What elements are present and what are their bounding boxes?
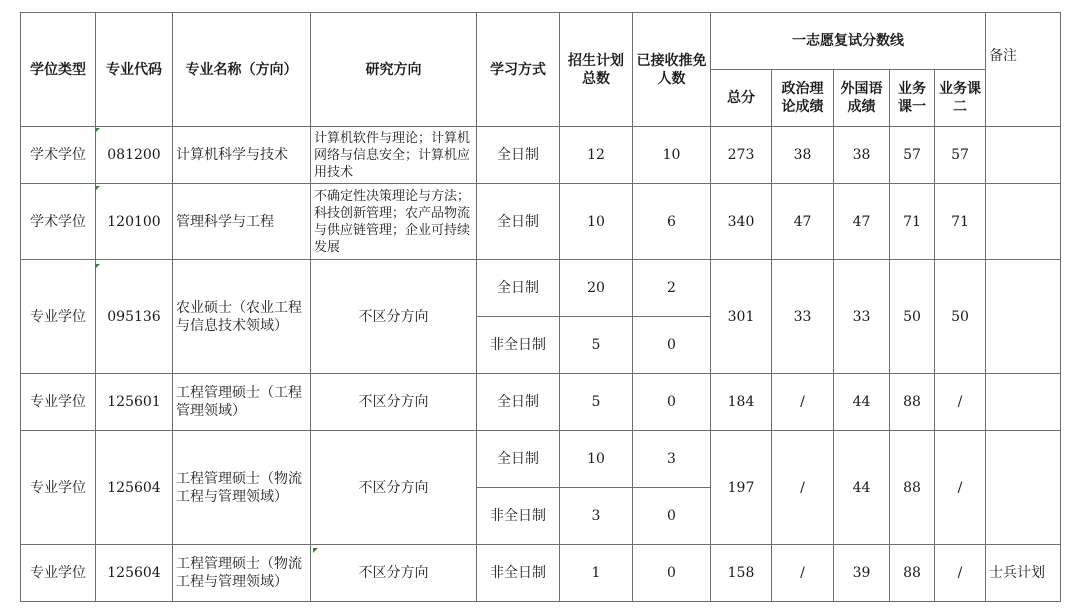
header-major-name: 专业名称（方向） (173, 13, 311, 127)
study-mode-cell: 非全日制 (477, 488, 560, 545)
major-name-cell: 管理科学与工程 (173, 184, 311, 260)
enroll-plan-cell: 5 (560, 374, 633, 431)
foreign-language-score-cell: 33 (834, 260, 890, 374)
exempt-admitted-cell: 10 (633, 127, 711, 184)
total-score-cell: 301 (711, 260, 772, 374)
header-remark: 备注 (986, 13, 1061, 127)
header-study-mode: 学习方式 (477, 13, 560, 127)
table-row (21, 431, 1061, 488)
exempt-admitted-cell: 0 (633, 545, 711, 602)
header-degree-type: 学位类型 (21, 13, 96, 127)
study-mode-cell: 非全日制 (477, 545, 560, 602)
course-two-score-cell: / (935, 431, 986, 545)
remark-cell (986, 184, 1061, 260)
exempt-admitted-cell: 6 (633, 184, 711, 260)
remark-cell (986, 260, 1061, 374)
major-name-cell: 农业硕士（农业工程与信息技术领域） (173, 260, 311, 374)
major-code-cell: 120100 (96, 184, 173, 260)
research-direction-cell: 计算机软件与理论；计算机网络与信息安全；计算机应用技术 (311, 127, 477, 184)
header-total: 总分 (711, 70, 772, 127)
course-one-score-cell: 88 (890, 431, 935, 545)
politics-score-cell: 47 (772, 184, 834, 260)
study-mode-cell: 非全日制 (477, 317, 560, 374)
foreign-language-score-cell: 47 (834, 184, 890, 260)
major-code-cell: 125604 (96, 545, 173, 602)
cell-marker-icon (95, 128, 100, 133)
header-research-direction: 研究方向 (311, 13, 477, 127)
header-row-1 (21, 13, 1061, 70)
header-foreign-language: 外国语成绩 (834, 70, 890, 127)
major-name-cell: 工程管理硕士（物流工程与管理领域） (173, 431, 311, 545)
table-row (21, 545, 1061, 602)
header-score-line-group: 一志愿复试分数线 (711, 13, 986, 70)
course-one-score-cell: 71 (890, 184, 935, 260)
total-score-cell: 184 (711, 374, 772, 431)
cell-marker-icon (95, 186, 100, 191)
research-direction-cell: 不区分方向 (311, 545, 477, 602)
course-one-score-cell: 88 (890, 545, 935, 602)
politics-score-cell: / (772, 431, 834, 545)
research-direction-cell: 不区分方向 (311, 260, 477, 374)
header-politics: 政治理论成绩 (772, 70, 834, 127)
course-one-score-cell: 50 (890, 260, 935, 374)
major-code-cell: 125604 (96, 431, 173, 545)
enroll-plan-cell: 10 (560, 431, 633, 488)
header-course-one: 业务课一 (890, 70, 935, 127)
degree-type-cell: 专业学位 (21, 260, 96, 374)
enroll-plan-cell: 10 (560, 184, 633, 260)
header-course-two: 业务课二 (935, 70, 986, 127)
cell-marker-icon (95, 264, 100, 269)
table-row (21, 374, 1061, 431)
exempt-admitted-cell: 2 (633, 260, 711, 317)
course-one-score-cell: 57 (890, 127, 935, 184)
header-major-code: 专业代码 (96, 13, 173, 127)
major-code-cell: 125601 (96, 374, 173, 431)
politics-score-cell: / (772, 374, 834, 431)
remark-cell: 士兵计划 (986, 545, 1061, 602)
enroll-plan-cell: 1 (560, 545, 633, 602)
politics-score-cell: 38 (772, 127, 834, 184)
study-mode-cell: 全日制 (477, 431, 560, 488)
major-name-cell: 工程管理硕士（物流工程与管理领域） (173, 545, 311, 602)
foreign-language-score-cell: 39 (834, 545, 890, 602)
total-score-cell: 273 (711, 127, 772, 184)
enroll-plan-cell: 3 (560, 488, 633, 545)
total-score-cell: 197 (711, 431, 772, 545)
table-row (21, 184, 1061, 260)
table-row (21, 127, 1061, 184)
exempt-admitted-cell: 0 (633, 488, 711, 545)
enroll-plan-cell: 5 (560, 317, 633, 374)
degree-type-cell: 专业学位 (21, 431, 96, 545)
course-two-score-cell: 71 (935, 184, 986, 260)
foreign-language-score-cell: 38 (834, 127, 890, 184)
exempt-admitted-cell: 0 (633, 317, 711, 374)
degree-type-cell: 专业学位 (21, 374, 96, 431)
course-two-score-cell: / (935, 545, 986, 602)
study-mode-cell: 全日制 (477, 127, 560, 184)
remark-cell (986, 431, 1061, 545)
course-two-score-cell: 50 (935, 260, 986, 374)
research-direction-cell: 不区分方向 (311, 374, 477, 431)
enroll-plan-cell: 12 (560, 127, 633, 184)
major-name-cell: 工程管理硕士（工程管理领域） (173, 374, 311, 431)
degree-type-cell: 学术学位 (21, 127, 96, 184)
study-mode-cell: 全日制 (477, 260, 560, 317)
foreign-language-score-cell: 44 (834, 431, 890, 545)
exempt-admitted-cell: 3 (633, 431, 711, 488)
enroll-plan-cell: 20 (560, 260, 633, 317)
course-two-score-cell: 57 (935, 127, 986, 184)
degree-type-cell: 专业学位 (21, 545, 96, 602)
table-row (21, 260, 1061, 317)
major-name-cell: 计算机科学与技术 (173, 127, 311, 184)
study-mode-cell: 全日制 (477, 184, 560, 260)
politics-score-cell: / (772, 545, 834, 602)
total-score-cell: 340 (711, 184, 772, 260)
header-exempt-admitted: 已接收推免人数 (633, 13, 711, 127)
major-code-cell: 095136 (96, 260, 173, 374)
course-one-score-cell: 88 (890, 374, 935, 431)
research-direction-cell: 不区分方向 (311, 431, 477, 545)
course-two-score-cell: / (935, 374, 986, 431)
study-mode-cell: 全日制 (477, 374, 560, 431)
cell-marker-icon (313, 548, 318, 553)
header-enroll-plan: 招生计划总数 (560, 13, 633, 127)
remark-cell (986, 127, 1061, 184)
exempt-admitted-cell: 0 (633, 374, 711, 431)
foreign-language-score-cell: 44 (834, 374, 890, 431)
research-direction-cell: 不确定性决策理论与方法； 科技创新管理；农产品物流与供应链管理；企业可持续发展 (311, 184, 477, 260)
score-line-table (20, 12, 1061, 602)
politics-score-cell: 33 (772, 260, 834, 374)
major-code-cell: 081200 (96, 127, 173, 184)
remark-cell (986, 374, 1061, 431)
total-score-cell: 158 (711, 545, 772, 602)
degree-type-cell: 学术学位 (21, 184, 96, 260)
